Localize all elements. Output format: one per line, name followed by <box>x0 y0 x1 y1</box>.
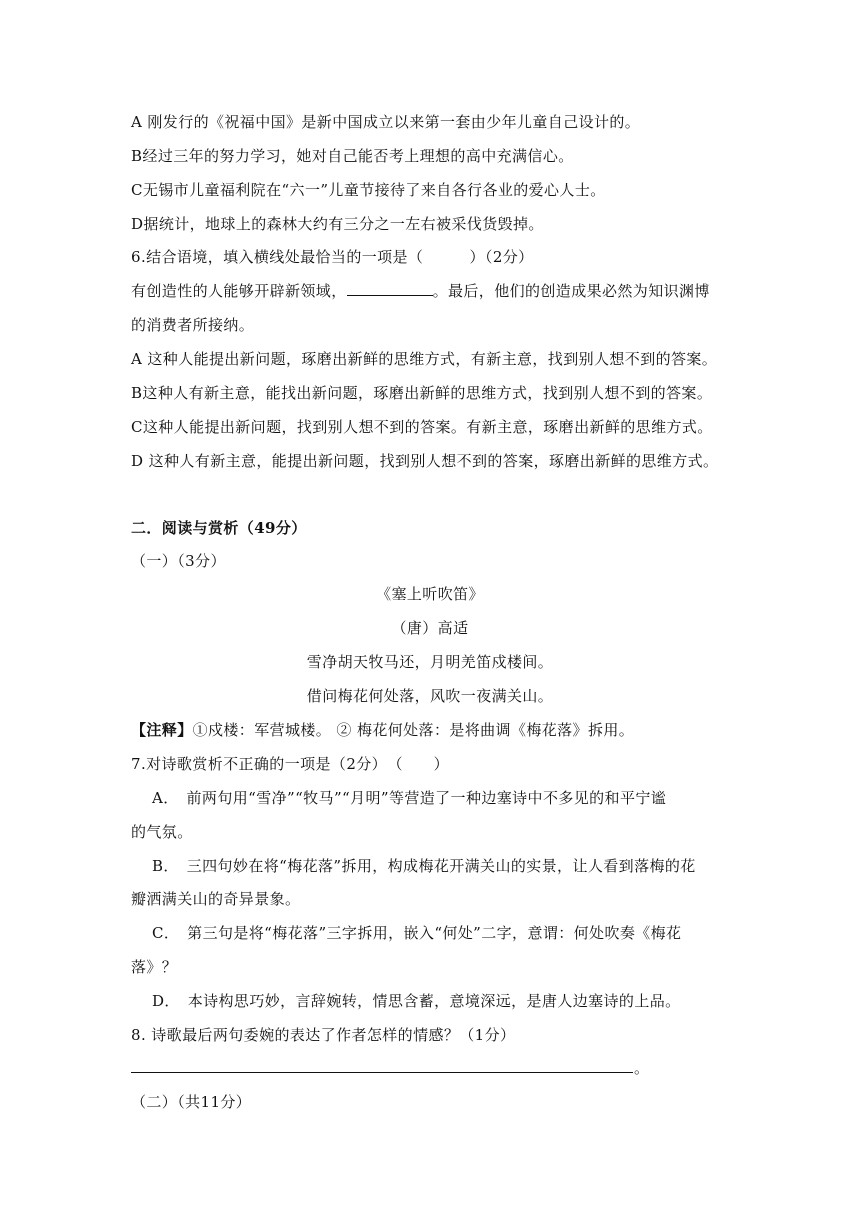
poem-note <box>131 720 634 740</box>
q6-option-c: C这种人能提出新问题，找到别人想不到的答案。有新主意，琢磨出新鲜的思维方式。 <box>131 418 713 436</box>
q7-option-b-line1: B． 三四句妙在将“梅花落”拆用，构成梅花开满关山的实景，让人看到落梅的花 <box>152 857 696 875</box>
q6-passage-before: 有创造性的人能够开辟新领域， <box>131 282 347 300</box>
q6-option-b: B这种人有新主意，能找出新问题，琢磨出新鲜的思维方式，找到别人想不到的答案。 <box>131 384 713 402</box>
q7-option-d: D． 本诗构思巧妙，言辞婉转，情思含蓄，意境深远，是唐人边塞诗的上品。 <box>152 992 681 1010</box>
q7-option-c-line2: 落》？ <box>131 958 178 976</box>
poem-title: 《塞上听吹笛》 <box>376 585 484 603</box>
note-label: 【注释】 <box>131 721 193 739</box>
q8-answer-line <box>131 1072 633 1073</box>
q5-option-b: B经过三年的努力学习，她对自己能否考上理想的高中充满信心。 <box>131 147 574 165</box>
q7-option-c-line1: C． 第三句是将“梅花落”三字拆用，嵌入“何处”二字，意谓：何处吹奏《梅花 <box>152 924 682 942</box>
q7-option-b-line2: 瓣洒满关山的奇异景象。 <box>131 890 301 908</box>
part2-label: （二）（共11分） <box>131 1093 252 1111</box>
section2-heading: 二．阅读与赏析（49分） <box>131 519 307 537</box>
q6-passage-after: 。最后，他们的创造成果必然为知识渊博 <box>432 282 710 300</box>
q6-fill-blank <box>347 281 433 296</box>
q7-option-a-line1: A． 前两句用“雪净”“牧马”“月明”等营造了一种边塞诗中不多见的和平宁谧 <box>152 789 667 807</box>
q5-option-a: A 刚发行的《祝福中国》是新中国成立以来第一套由少年儿童自己设计的。 <box>131 113 641 131</box>
q8-end-mark: 。 <box>634 1059 650 1077</box>
part1-label: （一）（3分） <box>131 552 226 570</box>
poem-line-1: 雪净胡天牧马还，月明羌笛戍楼间。 <box>306 653 554 671</box>
q6-passage-line2: 的消费者所接纳。 <box>131 316 255 334</box>
poem-author: （唐）高适 <box>391 619 469 637</box>
q7-option-a-line2: 的气氛。 <box>131 823 193 841</box>
q6-stem: 6.结合语境，填入横线处最恰当的一项是（ ）（2分） <box>131 248 534 266</box>
q5-option-d: D据统计，地球上的森林大约有三分之一左右被采伐货毁掉。 <box>131 215 544 233</box>
q6-passage-line1 <box>131 281 710 301</box>
q6-option-d: D 这种人有新主意，能提出新问题，找到别人想不到的答案，琢磨出新鲜的思维方式。 <box>131 452 719 470</box>
note-text: ①戍楼：军营城楼。 ② 梅花何处落：是将曲调《梅花落》拆用。 <box>192 721 635 739</box>
q5-option-c: C无锡市儿童福利院在“六一”儿童节接待了来自各行各业的爱心人士。 <box>131 181 606 199</box>
q7-stem: 7.对诗歌赏析不正确的一项是（2分） （ ） <box>131 755 450 773</box>
q8-stem: 8. 诗歌最后两句委婉的表达了作者怎样的情感？（1分） <box>131 1026 516 1044</box>
poem-line-2: 借问梅花何处落，风吹一夜满关山。 <box>306 687 554 705</box>
q6-option-a: A 这种人能提出新问题，琢磨出新鲜的思维方式，有新主意，找到别人想不到的答案。 <box>131 350 718 368</box>
